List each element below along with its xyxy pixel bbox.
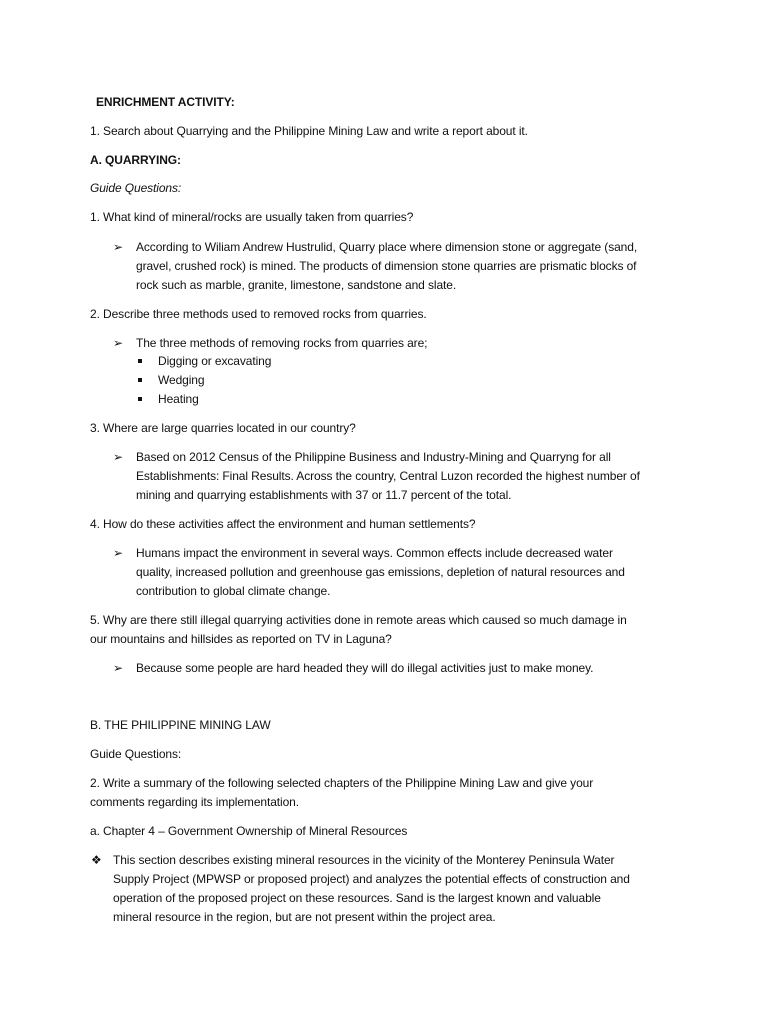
arrow-bullet-icon: ➢	[113, 336, 124, 350]
section-a-title: A. QUARRYING:	[90, 153, 181, 167]
arrow-bullet-icon: ➢	[113, 240, 124, 254]
section-b-guide-label: Guide Questions:	[90, 747, 182, 761]
chapter-4-summary-line-3: operation of the proposed project on these resources. Sand is the largest known and valuable	[113, 891, 601, 905]
question-5-line-2: our mountains and hillsides as reported on TV in Laguna?	[90, 632, 392, 646]
square-bullet-icon	[138, 397, 142, 401]
square-bullet-icon	[138, 378, 142, 382]
answer-1-line-1: According to Wiliam Andrew Hustrulid, Quarry place where dimension stone or aggregate (sand,	[136, 240, 638, 254]
arrow-bullet-icon: ➢	[113, 450, 124, 464]
answer-4-line-2: quality, increased pollution and greenhouse gas emissions, depletion of natural resources and	[136, 565, 625, 579]
section-a-guide-label: Guide Questions:	[90, 181, 182, 195]
activity-heading: ENRICHMENT ACTIVITY:	[96, 95, 235, 109]
answer-2-intro: The three methods of removing rocks from quarries are;	[136, 336, 428, 350]
chapter-4-summary-line-1: This section describes existing mineral resources in the vicinity of the Monterey Peninsula Water	[113, 853, 615, 867]
chapter-4-summary-line-2: Supply Project (MPWSP or proposed project) and analyzes the potential effects of construction and	[113, 872, 630, 886]
answer-3-line-3: mining and quarrying establishments with 37 or 11.7 percent of the total.	[136, 488, 512, 502]
answer-3-line-1: Based on 2012 Census of the Philippine Business and Industry-Mining and Quarryng for all	[136, 450, 611, 464]
answer-4-line-3: contribution to global climate change.	[136, 584, 331, 598]
question-2: 2. Describe three methods used to removed rocks from quarries.	[90, 307, 427, 321]
chapter-4-heading: a. Chapter 4 – Government Ownership of Mineral Resources	[90, 824, 408, 838]
section-b-question-line-2: comments regarding its implementation.	[90, 795, 299, 809]
section-b-question-line-1: 2. Write a summary of the following selected chapters of the Philippine Mining Law and give your	[90, 776, 594, 790]
question-1: 1. What kind of mineral/rocks are usually taken from quarries?	[90, 210, 414, 224]
diamond-bullet-icon: ❖	[91, 853, 102, 867]
arrow-bullet-icon: ➢	[113, 546, 124, 560]
answer-3-line-2: Establishments: Final Results. Across the country, Central Luzon recorded the highest number of	[136, 469, 640, 483]
square-bullet-icon	[138, 359, 142, 363]
arrow-bullet-icon: ➢	[113, 661, 124, 675]
answer-4-line-1: Humans impact the environment in several ways. Common effects include decreased water	[136, 546, 613, 560]
answer-1-line-3: rock such as marble, granite, limestone, sandstone and slate.	[136, 278, 457, 292]
question-3: 3. Where are large quarries located in our country?	[90, 421, 356, 435]
question-4: 4. How do these activities affect the environment and human settlements?	[90, 517, 476, 531]
question-5-line-1: 5. Why are there still illegal quarrying activities done in remote areas which caused so much damage in	[90, 613, 627, 627]
method-item-3: Heating	[158, 392, 199, 406]
method-item-1: Digging or excavating	[158, 354, 272, 368]
answer-1-line-2: gravel, crushed rock) is mined. The products of dimension stone quarries are prismatic blocks of	[136, 259, 637, 273]
task-instruction: 1. Search about Quarrying and the Philippine Mining Law and write a report about it.	[90, 124, 528, 138]
chapter-4-summary-line-4: mineral resource in the region, but are not present within the project area.	[113, 910, 496, 924]
method-item-2: Wedging	[158, 373, 205, 387]
section-b-title: B. THE PHILIPPINE MINING LAW	[90, 718, 271, 732]
answer-5: Because some people are hard headed they will do illegal activities just to make money.	[136, 661, 594, 675]
